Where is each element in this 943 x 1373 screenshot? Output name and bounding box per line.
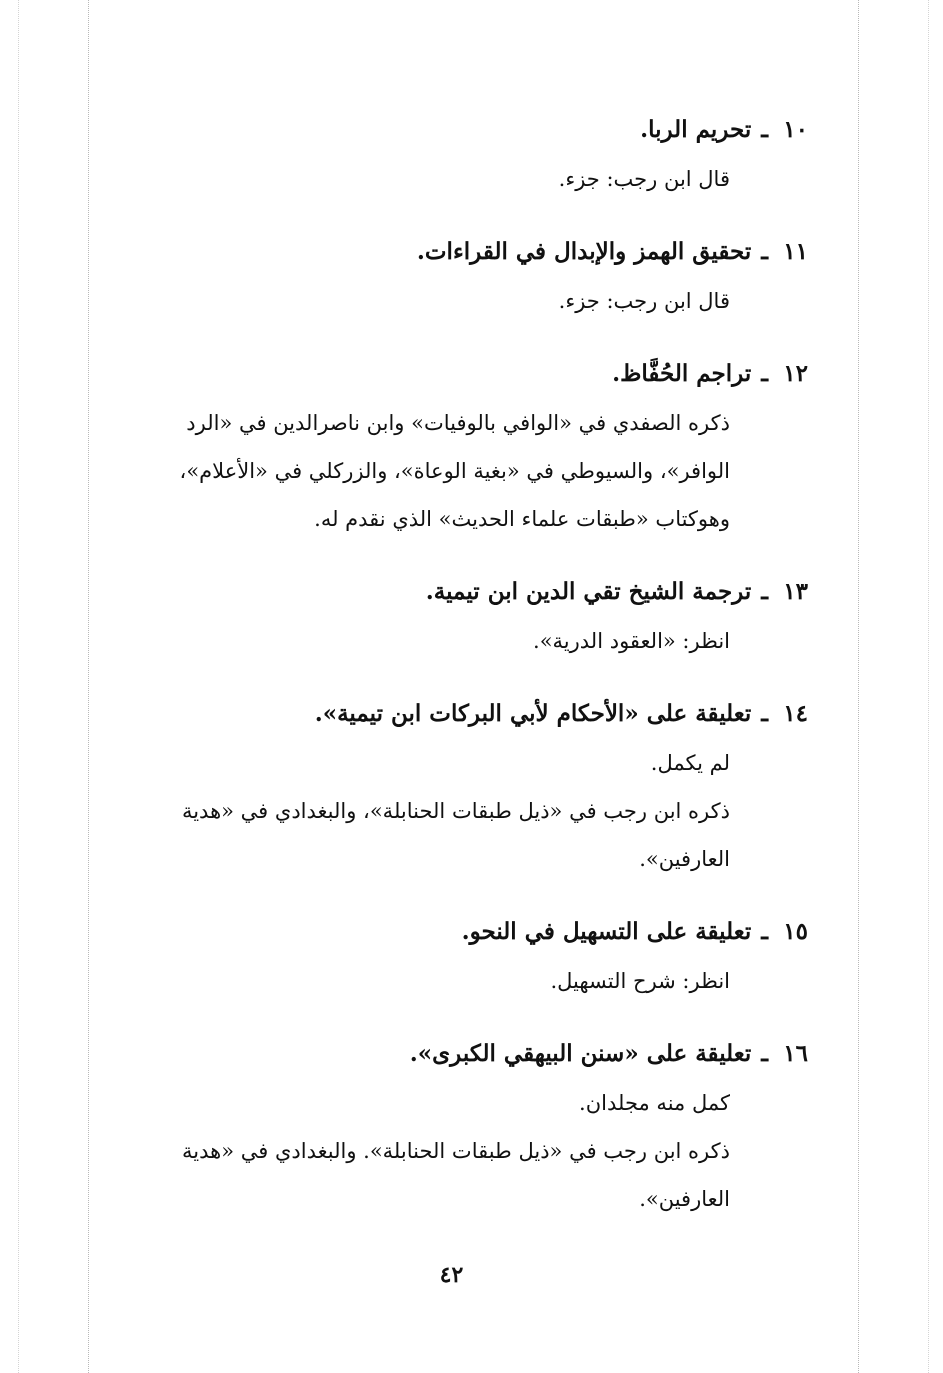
entry-body [108,957,730,1005]
entry-number: ١٠ [783,116,808,143]
entry-body [108,739,730,883]
entry-dash: ـ [761,918,768,945]
entry-heading [108,567,808,617]
entry-heading [108,689,808,739]
entry-note: الوافر»، والسيوطي في «بغية الوعاة»، والزركلي في «الأعلام»، [179,459,730,483]
entry-heading [108,105,808,155]
scan-guide-line [18,0,19,1373]
entry-heading [108,349,808,399]
page-number: ٤٢ [439,1262,464,1288]
entry-title: تعليقة على التسهيل في النحو. [461,918,752,945]
entry-dash: ـ [761,116,768,143]
entry-note: ذكره ابن رجب في «ذيل طبقات الحنابلة». والبغدادي في «هدية [182,1139,730,1163]
bibliography-entry [108,105,808,203]
entry-title: تعليقة على «الأحكام لأبي البركات ابن تيمية». [314,700,752,727]
entry-note: انظر: «العقود الدرية». [533,629,730,653]
entry-number: ١٣ [783,578,808,605]
entry-body [108,155,730,203]
entry-title: ترجمة الشيخ تقي الدين ابن تيمية. [425,578,752,605]
entry-dash: ـ [761,700,768,727]
entry-note: كمل منه مجلدان. [579,1091,730,1115]
bibliography-list [108,105,808,1247]
bibliography-entry [108,689,808,883]
scan-guide-line [88,0,89,1373]
scan-guide-line [858,0,859,1373]
entry-dash: ـ [761,578,768,605]
entry-note: وهوكتاب «طبقات علماء الحديث» الذي نقدم له. [314,507,730,531]
entry-body [108,617,730,665]
entry-number: ١١ [783,238,808,265]
entry-number: ١٥ [783,918,808,945]
entry-note: لم يكمل. [650,751,730,775]
entry-note: قال ابن رجب: جزء. [558,289,730,313]
entry-note: العارفين». [639,847,730,871]
entry-dash: ـ [761,360,768,387]
bibliography-entry [108,1029,808,1223]
entry-title: تراجم الحُفَّاظ. [612,360,752,387]
bibliography-entry [108,907,808,1005]
entry-body [108,277,730,325]
entry-dash: ـ [761,1040,768,1067]
entry-note: قال ابن رجب: جزء. [558,167,730,191]
entry-number: ١٢ [783,360,808,387]
entry-number: ١٦ [783,1040,808,1067]
entry-heading [108,1029,808,1079]
bibliography-entry [108,227,808,325]
bibliography-entry [108,349,808,543]
entry-number: ١٤ [783,700,808,727]
entry-note: ذكره الصفدي في «الوافي بالوفيات» وابن ناصرالدين في «الرد [186,411,730,435]
entry-note: ذكره ابن رجب في «ذيل طبقات الحنابلة»، والبغدادي في «هدية [181,799,730,823]
entry-note: العارفين». [639,1187,730,1211]
entry-heading [108,907,808,957]
bibliography-entry [108,567,808,665]
entry-title: تعليقة على «سنن البيهقي الكبرى». [409,1040,752,1067]
entry-note: انظر: شرح التسهيل. [550,969,730,993]
entry-dash: ـ [761,238,768,265]
entry-heading [108,227,808,277]
entry-body [108,399,730,543]
scan-guide-line [928,0,929,1373]
entry-title: تحقيق الهمز والإبدال في القراءات. [416,238,752,265]
entry-title: تحريم الربا. [640,116,752,143]
entry-body [108,1079,730,1223]
